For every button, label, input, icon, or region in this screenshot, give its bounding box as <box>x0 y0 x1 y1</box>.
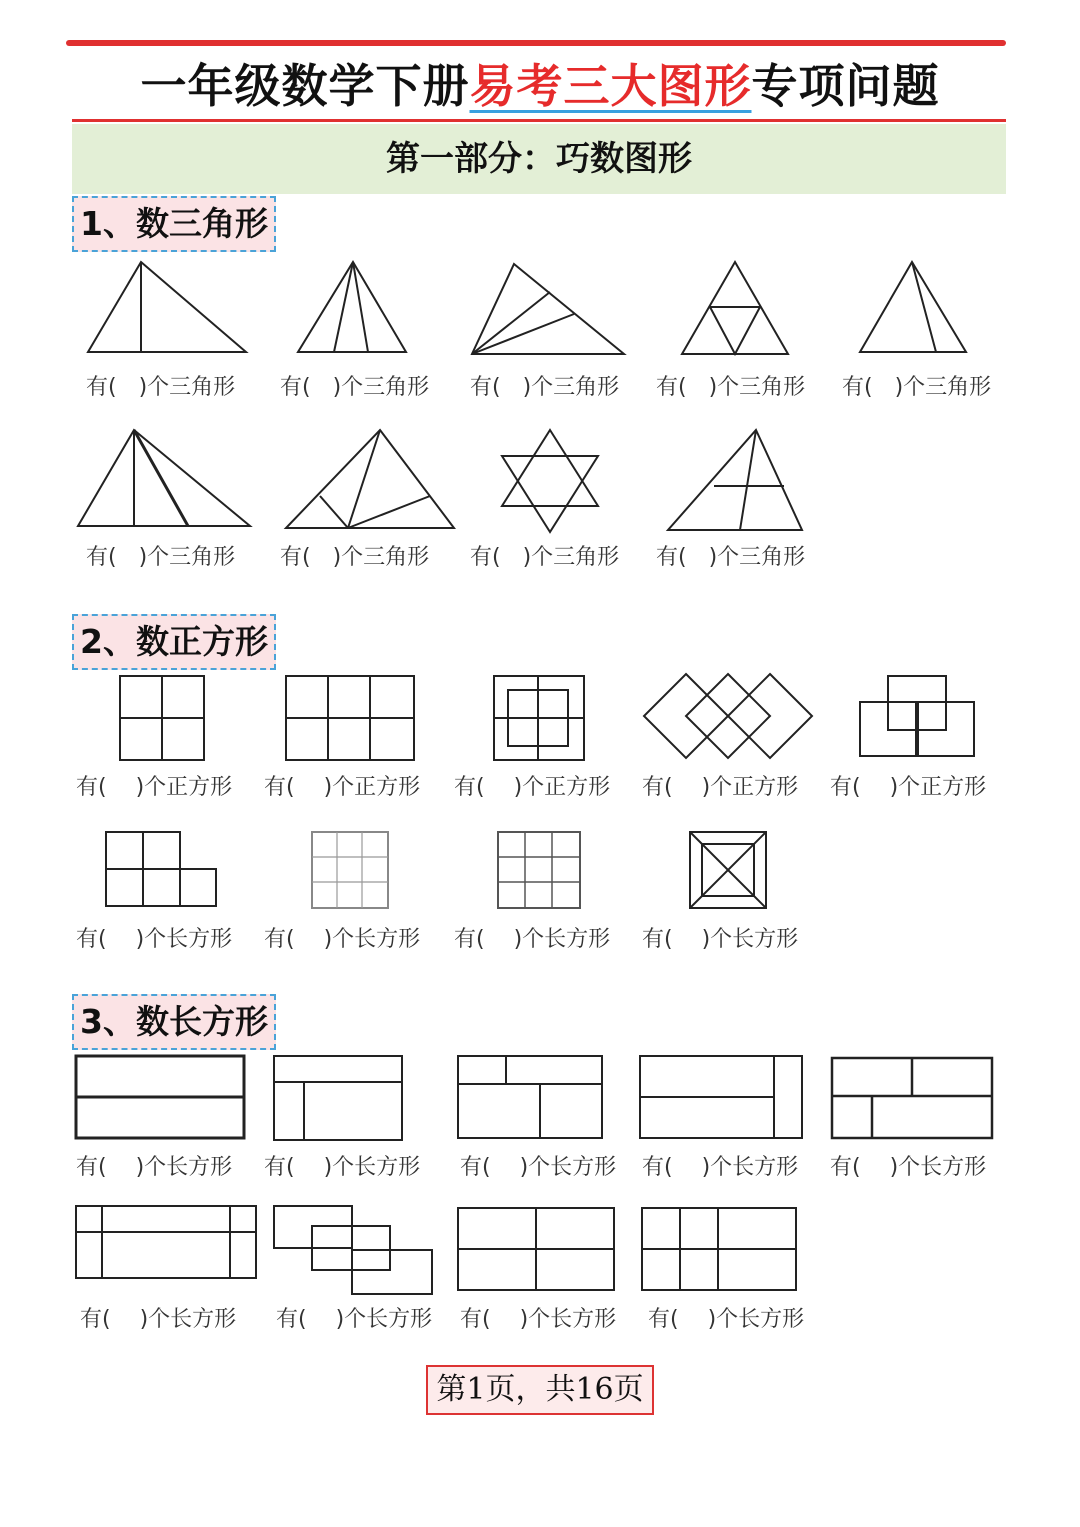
square-figure-7 <box>310 830 390 910</box>
rectangle-label-3: 有( )个长方形 <box>460 1155 617 1180</box>
square-figure-2 <box>284 674 416 762</box>
triangle-label-9: 有( )个三角形 <box>656 545 806 570</box>
rectangle-label-6: 有( )个长方形 <box>80 1307 237 1332</box>
triangle-figure-7 <box>284 430 456 530</box>
triangle-figure-9 <box>666 428 804 532</box>
triangle-figure-2 <box>296 262 408 354</box>
triangle-figure-5 <box>858 262 968 354</box>
triangle-label-1: 有( )个三角形 <box>86 375 236 400</box>
square-figure-5 <box>858 674 976 760</box>
square-label-3: 有( )个正方形 <box>454 775 611 800</box>
square-figure-6 <box>104 830 220 910</box>
square-figure-9 <box>688 830 768 910</box>
square-label-1: 有( )个正方形 <box>76 775 233 800</box>
triangle-label-8: 有( )个三角形 <box>470 545 620 570</box>
rectangle-label-2: 有( )个长方形 <box>264 1155 421 1180</box>
triangle-label-3: 有( )个三角形 <box>470 375 620 400</box>
square-figure-1 <box>118 674 208 762</box>
page-footer: 第1页，共16页 <box>426 1365 654 1415</box>
triangle-label-5: 有( )个三角形 <box>842 375 992 400</box>
rectangle-figure-2 <box>272 1054 404 1142</box>
square-label-2: 有( )个正方形 <box>264 775 421 800</box>
triangle-label-7: 有( )个三角形 <box>280 545 430 570</box>
rectangle-figure-8 <box>456 1206 616 1292</box>
rectangle-label-5: 有( )个长方形 <box>830 1155 987 1180</box>
part-heading: 第一部分：巧数图形 <box>72 124 1006 194</box>
square-section-label-7: 有( )个长方形 <box>264 927 421 952</box>
rectangle-figure-4 <box>638 1054 804 1140</box>
rectangle-figure-1 <box>74 1054 246 1140</box>
square-figure-8 <box>496 830 582 910</box>
rectangle-label-9: 有( )个长方形 <box>648 1307 805 1332</box>
square-label-5: 有( )个正方形 <box>830 775 987 800</box>
square-section-label-6: 有( )个长方形 <box>76 927 233 952</box>
rectangle-figure-7 <box>272 1204 436 1298</box>
rectangle-figure-3 <box>456 1054 604 1140</box>
rectangle-figure-6 <box>74 1204 258 1280</box>
triangle-figure-3 <box>470 262 626 356</box>
rectangle-label-8: 有( )个长方形 <box>460 1307 617 1332</box>
square-figure-3 <box>492 674 586 762</box>
title-part3: 专项问题 <box>751 59 940 113</box>
top-red-rule <box>66 40 1006 46</box>
square-section-label-8: 有( )个长方形 <box>454 927 611 952</box>
section-heading-squares: 2、数正方形 <box>72 614 276 670</box>
section-heading-triangles: 1、数三角形 <box>72 196 276 252</box>
title-highlight: 易考三大图形 <box>469 59 752 113</box>
square-figure-4 <box>644 672 812 760</box>
rectangle-figure-5 <box>830 1056 994 1140</box>
rectangle-label-7: 有( )个长方形 <box>276 1307 433 1332</box>
triangle-figure-6 <box>76 430 252 528</box>
triangle-label-6: 有( )个三角形 <box>86 545 236 570</box>
rectangle-figure-9 <box>640 1206 798 1292</box>
triangle-label-2: 有( )个三角形 <box>280 375 430 400</box>
rectangle-label-4: 有( )个长方形 <box>642 1155 799 1180</box>
title-part1: 一年级数学下册 <box>140 59 470 113</box>
triangle-figure-1 <box>86 262 248 354</box>
square-section-label-9: 有( )个长方形 <box>642 927 799 952</box>
section-heading-rectangles: 3、数长方形 <box>72 994 276 1050</box>
triangle-label-4: 有( )个三角形 <box>656 375 806 400</box>
page-title <box>0 50 1080 116</box>
triangle-figure-4 <box>680 262 790 356</box>
square-label-4: 有( )个正方形 <box>642 775 799 800</box>
rectangle-label-1: 有( )个长方形 <box>76 1155 233 1180</box>
title-red-rule <box>72 119 1006 122</box>
star-figure-8 <box>500 430 600 534</box>
